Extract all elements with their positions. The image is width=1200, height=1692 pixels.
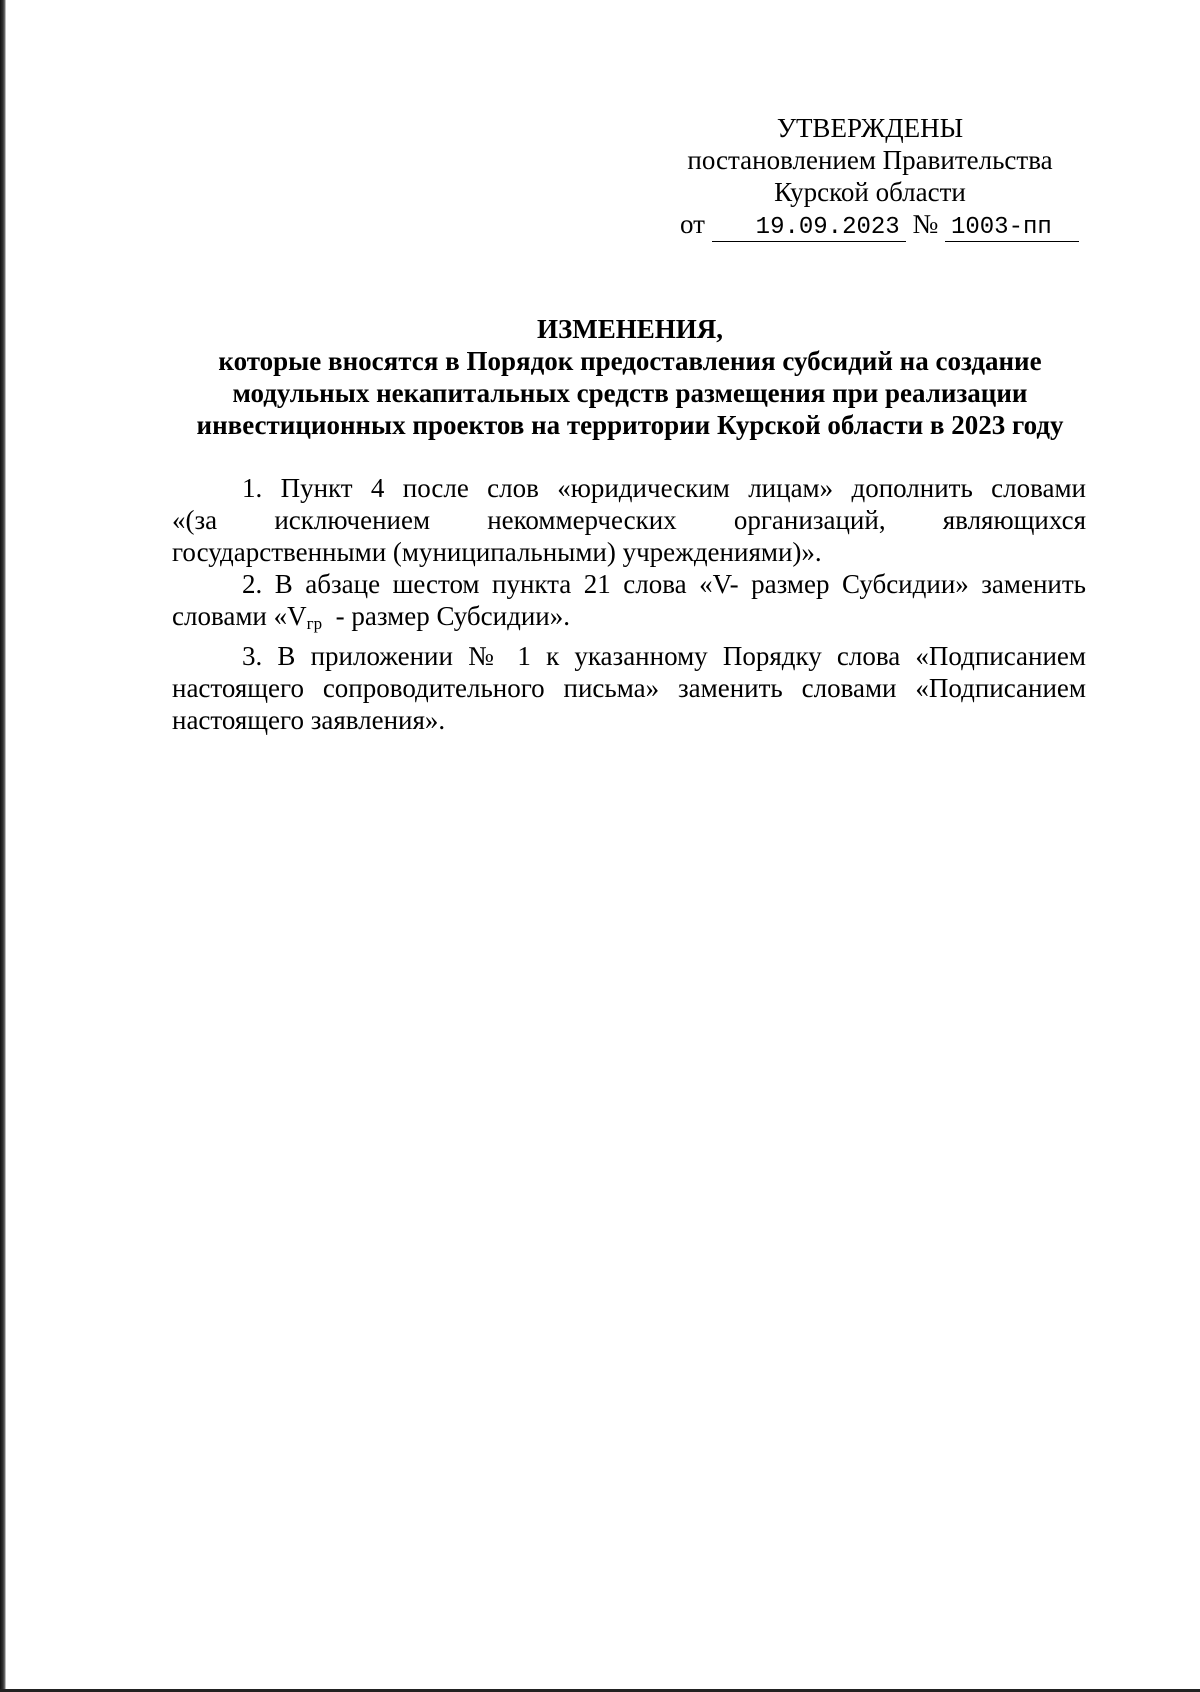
subtitle-line: модульных некапитальных средств размещения при реализации xyxy=(232,378,1028,408)
item-2-line: 2. В абзаце шестом пункта 21 слова «V- размер Субсидии» заменить xyxy=(242,569,1086,599)
document-body xyxy=(172,472,1086,736)
item-2-line xyxy=(172,600,1086,640)
subtitle-line: инвестиционных проектов на территории Курской области в 2023 году xyxy=(196,410,1064,440)
item-1-line: государственными (муниципальными) учреждениями)». xyxy=(172,537,822,567)
item-2-text: - размер Субсидии». xyxy=(322,601,570,631)
document-title xyxy=(170,313,1090,441)
item-2 xyxy=(172,568,1086,640)
approval-line-2: Курской области xyxy=(774,177,966,207)
item-3-line: настоящего сопроводительного письма» заменить словами «Подписанием xyxy=(172,673,1086,703)
approval-line-1: постановлением Правительства xyxy=(687,145,1053,175)
item-3 xyxy=(172,640,1086,736)
item-3-line: 3. В приложении № 1 к указанному Порядку слова «Подписанием xyxy=(242,641,1086,671)
item-1-line: 1. Пункт 4 после слов «юридическим лицам» дополнить словами xyxy=(242,473,1086,503)
date-prefix: от xyxy=(680,209,705,239)
item-1 xyxy=(172,472,1086,568)
item-3-line: настоящего заявления». xyxy=(172,705,446,735)
number-prefix: № xyxy=(912,209,939,239)
document-heading: ИЗМЕНЕНИЯ, xyxy=(536,314,723,344)
approval-title: УТВЕРЖДЕНЫ xyxy=(776,113,964,143)
item-2-text: словами «V xyxy=(172,601,307,631)
approval-date: 19.09.2023 xyxy=(712,215,906,242)
item-2-subscript: гр xyxy=(306,614,323,633)
approval-stamp xyxy=(660,112,1080,242)
approval-number: 1003-пп xyxy=(945,215,1079,242)
item-1-line: «(за исключением некоммерческих организаций, являющихся xyxy=(172,505,1086,535)
subtitle-line: которые вносятся в Порядок предоставления субсидий на создание xyxy=(218,346,1042,376)
approval-date-line xyxy=(660,208,1080,242)
scan-edge-left xyxy=(0,0,6,1692)
